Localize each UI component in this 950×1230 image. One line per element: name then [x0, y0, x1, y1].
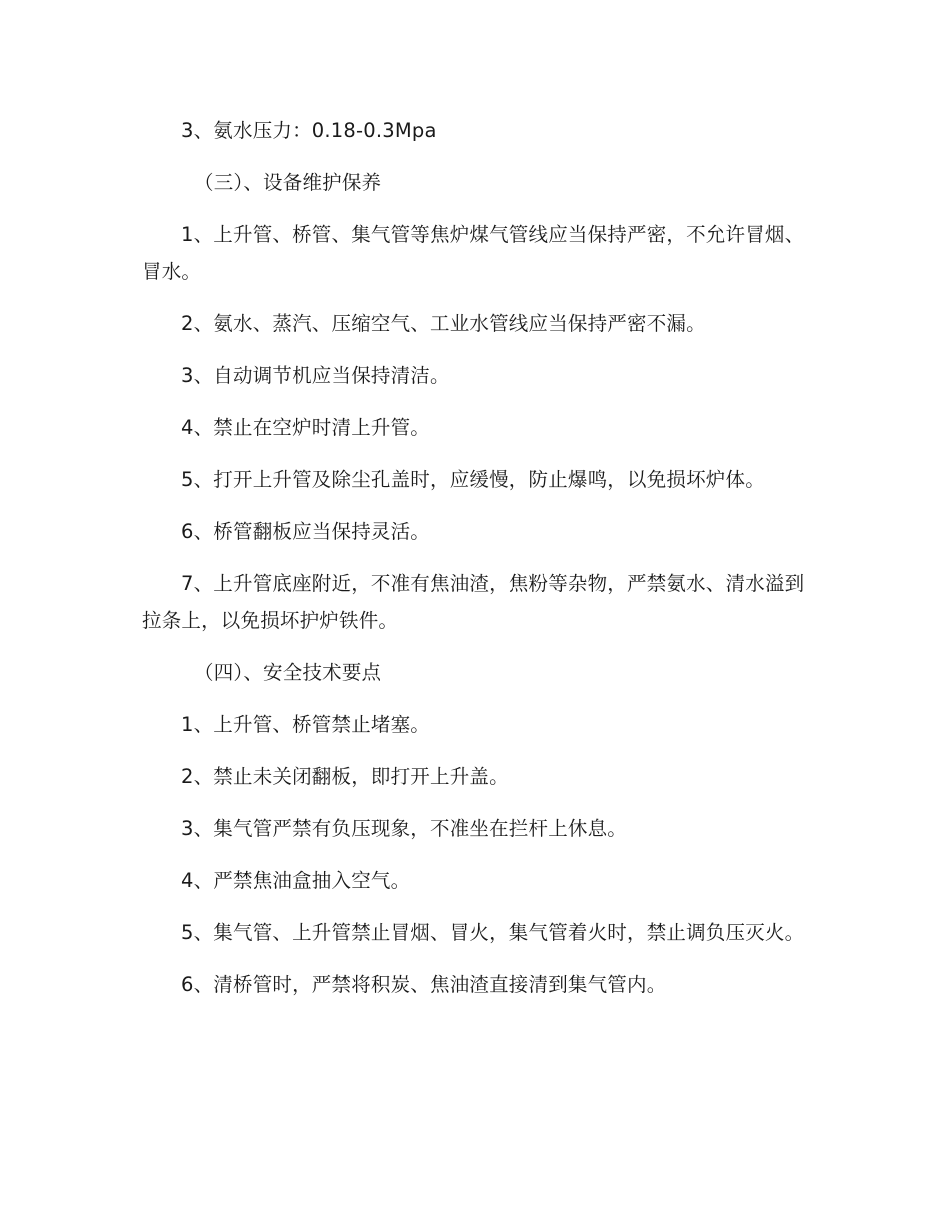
paragraph-maintenance-1: 1、上升管、桥管、集气管等焦炉煤气管线应当保持严密，不允许冒烟、冒水。 [142, 223, 805, 283]
section-heading-equipment-maintenance: （三）、设备维护保养 [194, 171, 382, 194]
paragraph-maintenance-5: 5、打开上升管及除尘孔盖时，应缓慢，防止爆鸣，以免损坏炉体。 [181, 468, 765, 491]
paragraph-maintenance-6: 6、桥管翻板应当保持灵活。 [181, 520, 431, 543]
document-body [142, 112, 808, 1018]
paragraph-safety-4: 4、严禁焦油盒抽入空气。 [181, 869, 411, 892]
paragraph-maintenance-4: 4、禁止在空炉时清上升管。 [181, 416, 431, 439]
paragraph-safety-6: 6、清桥管时，严禁将积炭、焦油渣直接清到集气管内。 [181, 973, 667, 996]
section-heading-safety-points: （四）、安全技术要点 [194, 661, 382, 684]
paragraph-safety-3: 3、集气管严禁有负压现象，不准坐在拦杆上休息。 [181, 817, 628, 840]
paragraph-safety-5: 5、集气管、上升管禁止冒烟、冒火，集气管着火时，禁止调负压灭火。 [181, 921, 805, 944]
paragraph-safety-2: 2、禁止未关闭翻板，即打开上升盖。 [181, 765, 509, 788]
paragraph-maintenance-7: 7、上升管底座附近，不准有焦油渣，焦粉等杂物，严禁氨水、清水溢到拉条上，以免损坏护炉铁件。 [142, 572, 805, 632]
paragraph-maintenance-3: 3、自动调节机应当保持清洁。 [181, 364, 450, 387]
paragraph-safety-1: 1、上升管、桥管禁止堵塞。 [181, 713, 431, 736]
paragraph-maintenance-2: 2、氨水、蒸汽、压缩空气、工业水管线应当保持严密不漏。 [181, 312, 706, 335]
paragraph-ammonia-pressure: 3、氨水压力：0.18-0.3Mpa [181, 119, 437, 142]
